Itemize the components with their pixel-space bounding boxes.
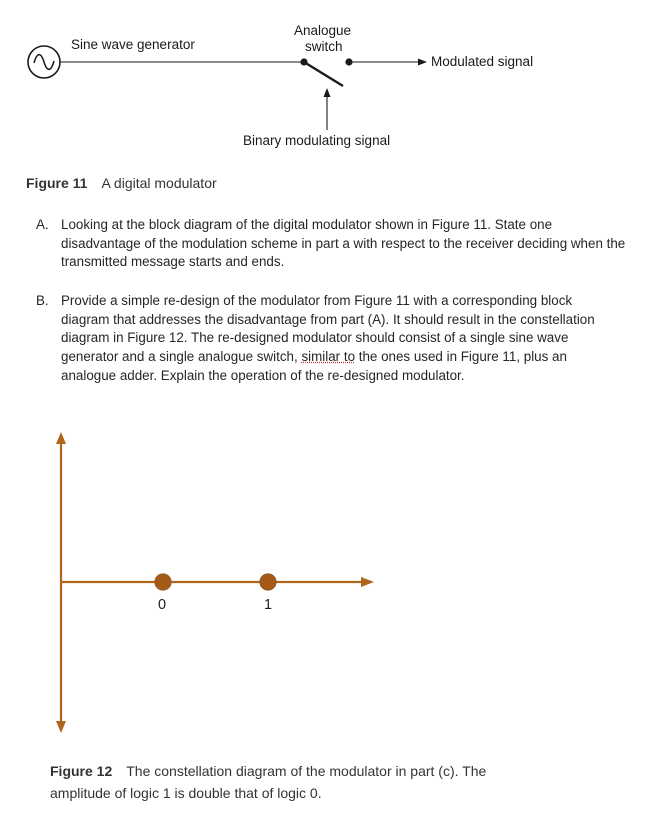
question-b-text-part2: the ones used in Figure 11, plus an analogue adder. Explain the operation of the re-designed modulator. <box>61 349 567 383</box>
question-b <box>36 292 636 386</box>
constellation-point-0 <box>155 574 171 590</box>
arrow-up-icon <box>56 432 66 444</box>
control-label: Binary modulating signal <box>243 133 391 148</box>
question-b-text <box>61 292 621 386</box>
figure-12-caption <box>50 760 486 804</box>
question-a-letter: A. <box>36 217 49 232</box>
switch-icon <box>300 58 352 86</box>
question-a-text: Looking at the block diagram of the digital modulator shown in Figure 11. State one disadvantage of the modulation scheme in part a with respect to the receiver deciding when the transmitted message starts and ends. <box>61 217 626 270</box>
arrow-up-icon <box>324 88 331 97</box>
generator-label: Sine wave generator <box>71 37 195 52</box>
arrow-down-icon <box>56 721 66 733</box>
arrow-right-icon <box>418 59 427 66</box>
figure-12-caption-line2: amplitude of logic 1 is double that of logic 0. <box>50 785 322 801</box>
switch-label-line1: Analogue <box>294 23 352 38</box>
spellcheck-flagged-text[interactable]: similar to <box>301 349 356 365</box>
switch-label-line2: switch <box>305 39 343 54</box>
point-label-1: 1 <box>264 597 273 613</box>
arrow-right-icon <box>361 577 374 587</box>
figure-11-number: Figure 11 <box>26 175 88 191</box>
constellation-point-1 <box>260 574 276 590</box>
question-b-letter: B. <box>36 293 49 308</box>
figure-11-caption <box>26 175 217 191</box>
output-label: Modulated signal <box>431 54 534 69</box>
point-label-0: 0 <box>158 597 167 613</box>
sine-source-icon <box>28 46 60 78</box>
question-b-text-part1: Provide a simple re-design of the modulator from Figure 11 with a corresponding block diagram that addresses the disadvantage from part (A). It should result in the constellation diagram in Figure 12. The re-designed modulator should consist of a single sine wave generator and a single analogue switch, <box>61 293 595 365</box>
figure-12-caption-line1: The constellation diagram of the modulator in part (c). The <box>126 763 487 779</box>
question-a <box>36 216 636 272</box>
figure-11-title: A digital modulator <box>101 175 217 191</box>
figure-12-number: Figure 12 <box>50 763 113 779</box>
